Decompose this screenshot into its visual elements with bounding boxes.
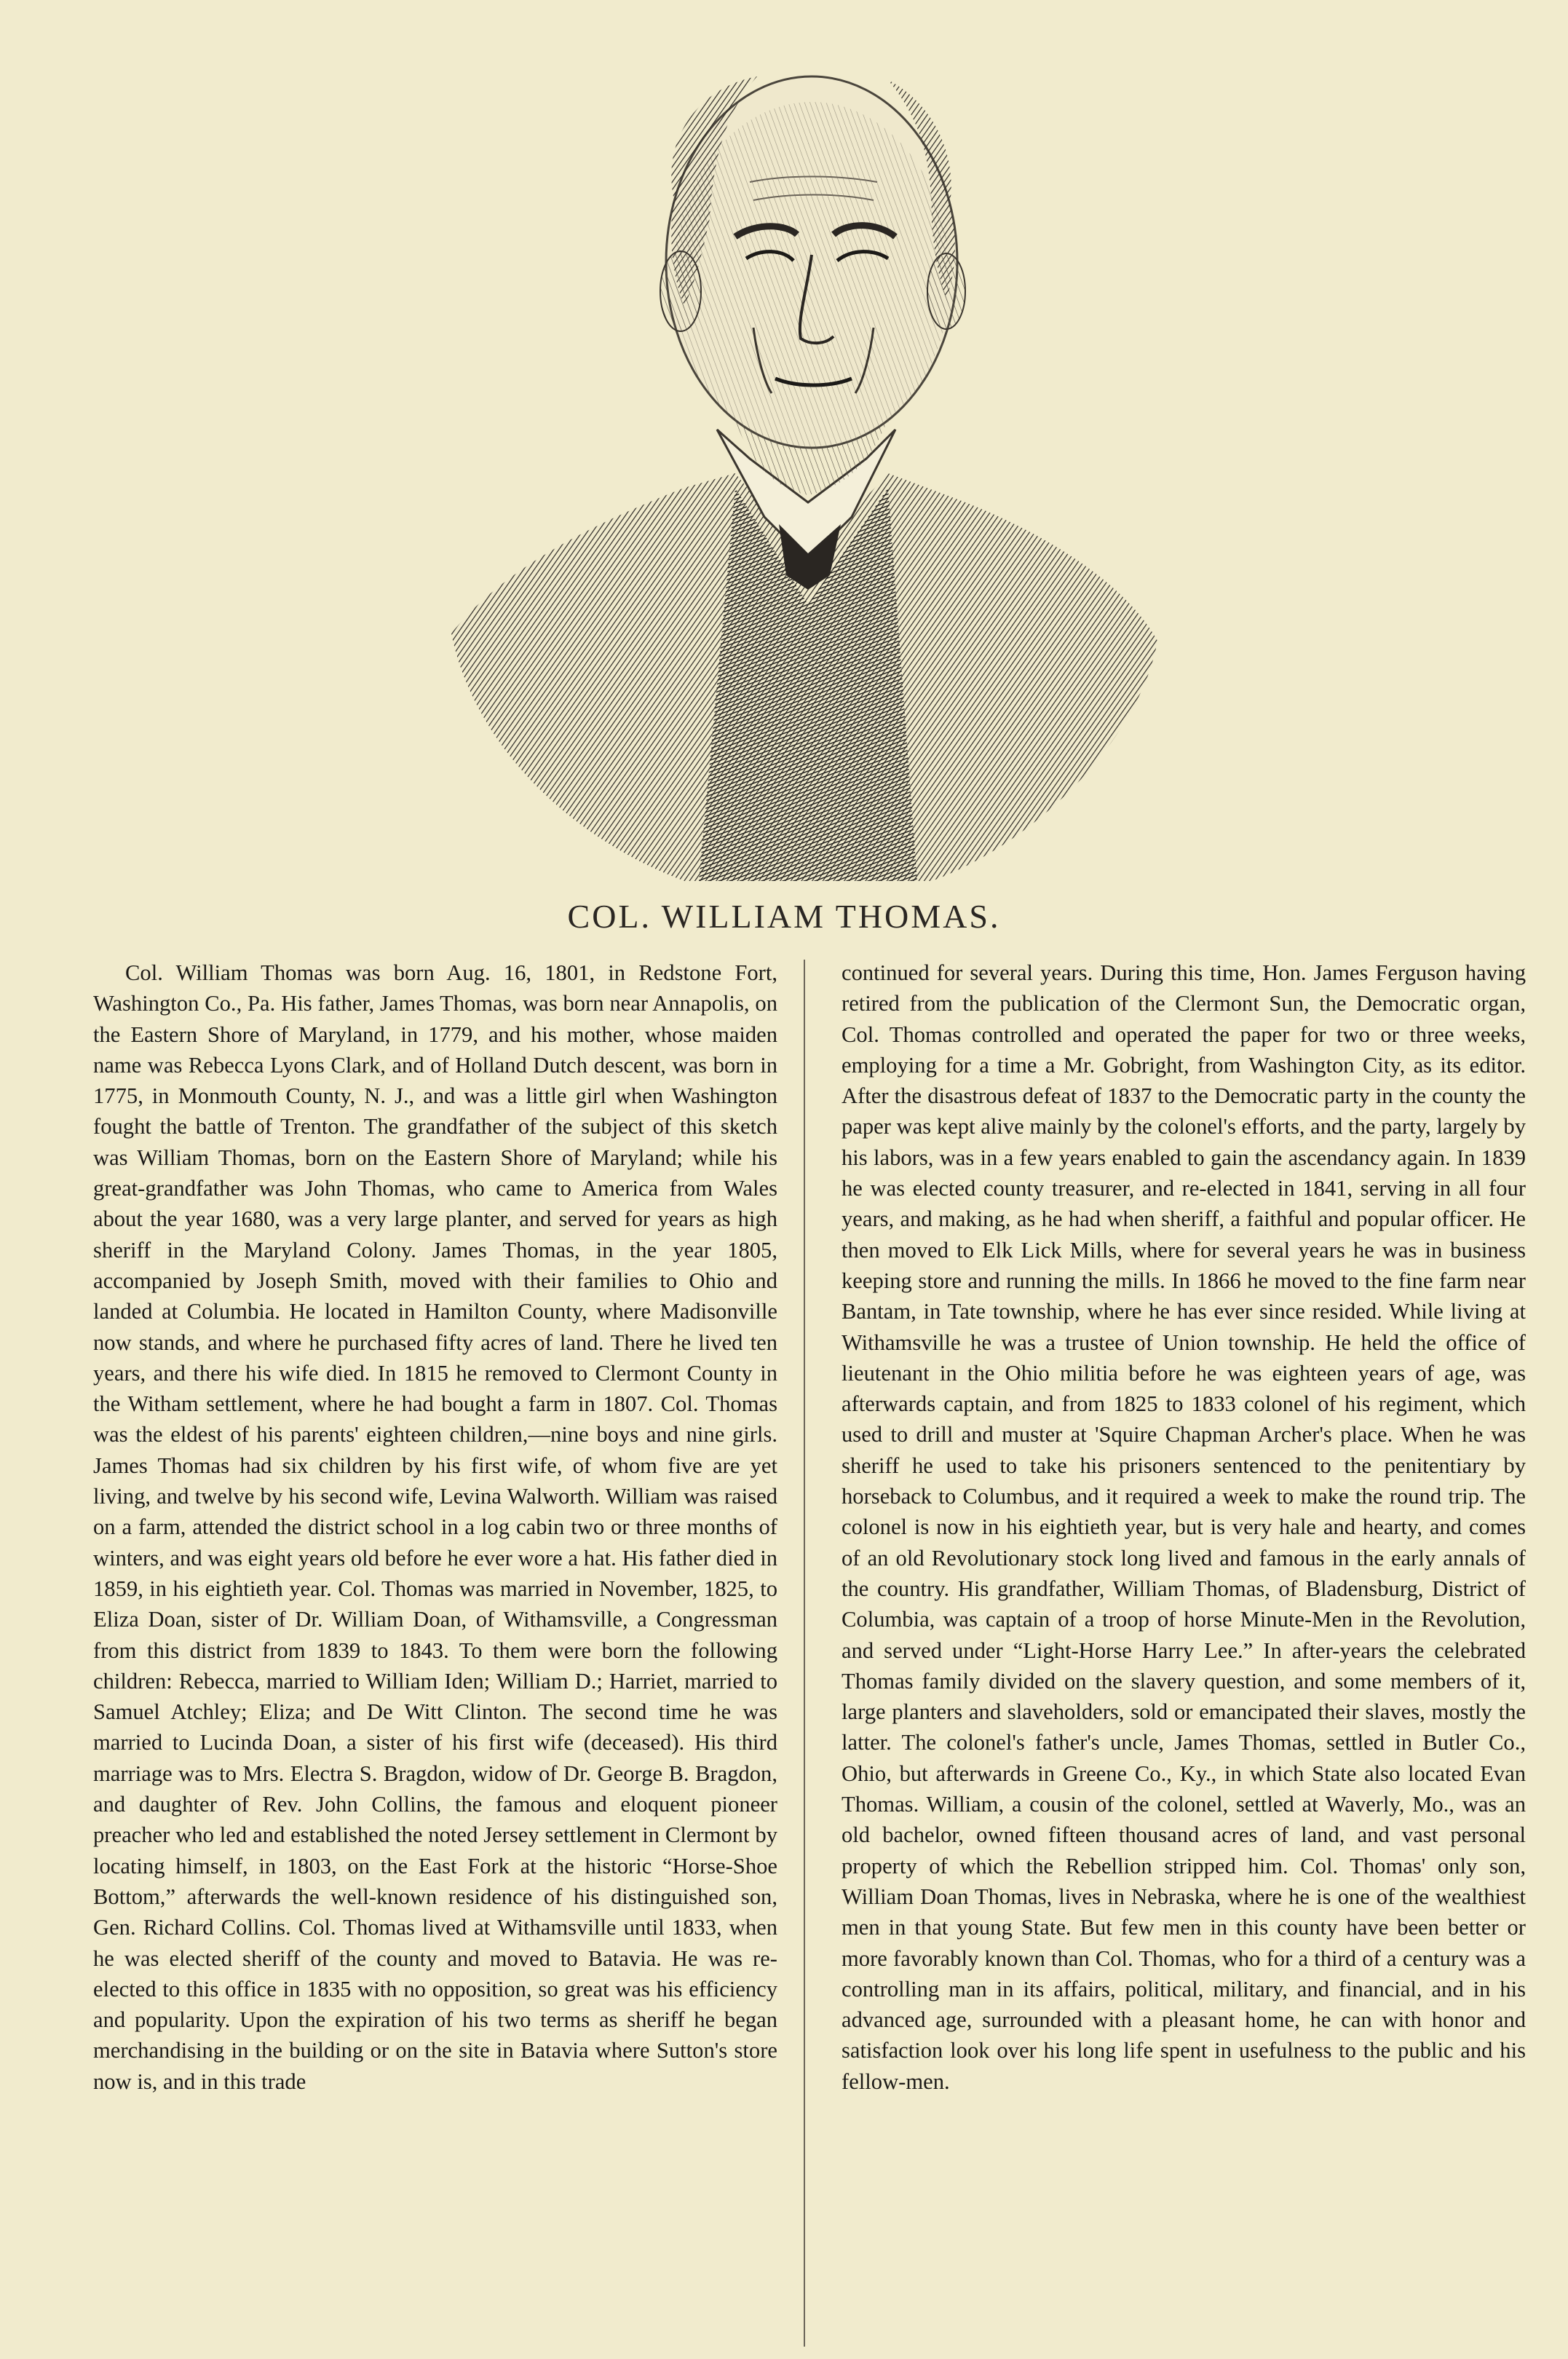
article-body xyxy=(93,957,1526,2348)
left-column xyxy=(93,957,777,2348)
portrait-engraving xyxy=(422,51,1194,888)
right-column xyxy=(842,957,1526,2348)
column-divider xyxy=(804,960,805,2347)
left-column-text: Col. William Thomas was born Aug. 16, 1801, in Redstone Fort, Washington Co., Pa. His father, James Thomas, was born near Annapolis, on the Eastern Shore of Maryland, in 1779, and his mother, whose maiden name was Rebecca Lyons Clark, and of Holland Dutch descent, was born in 1775, in Monmouth County, N. J., and was a little girl when Washington fought the battle of Trenton. The grandfather of the subject of this sketch was William Thomas, born on the Eastern Shore of Maryland; while his great-grandfather was John Thomas, who came to America from Wales about the year 1680, was a very large planter, and served for years as high sheriff in the Maryland Colony. James Thomas, in the year 1805, accompanied by Joseph Smith, moved with their families to Ohio and landed at Columbia. He located in Hamilton County, where Madisonville now stands, and where he purchased fifty acres of land. There he lived ten years, and there his wife died. In 1815 he removed to Clermont County in the Witham settlement, where he had bought a farm in 1807. Col. Thomas was the eldest of his parents' eighteen children,—nine boys and nine girls. James Thomas had six children by his first wife, of whom five are yet living, and twelve by his second wife, Levina Walworth. William was raised on a farm, attended the district school in a log cabin two or three months of winters, and was eight years old before he ever wore a hat. His father died in 1859, in his eightieth year. Col. Thomas was married in November, 1825, to Eliza Doan, sister of Dr. William Doan, of Withamsville, a Congressman from this district from 1839 to 1843. To them were born the following children: Rebecca, married to William Iden; William D.; Harriet, married to Samuel Atchley; Eliza; and De Witt Clinton. The second time he was married to Lucinda Doan, a sister of his first wife (deceased). His third marriage was to Mrs. Electra S. Bragdon, widow of Dr. George B. Bragdon, and daughter of Rev. John Collins, the famous and eloquent pioneer preacher who led and established the noted Jersey settlement in Clermont by locating himself, in 1803, on the East Fork at the historic “Horse-Shoe Bottom,” afterwards the well-known residence of his distinguished son, Gen. Richard Collins. Col. Thomas lived at Withamsville until 1833, when he was elected sheriff of the county and moved to Batavia. He was re-elected to this office in 1835 with no opposition, so great was his efficiency and popularity. Upon the expiration of his two terms as sheriff he began merchandising in the building or on the site in Batavia where Sutton's store now is, and in this trade xyxy=(93,960,777,2094)
right-column-text: continued for several years. During this time, Hon. James Ferguson having retired from the publication of the Clermont Sun, the Democratic organ, Col. Thomas controlled and operated the paper for two or three weeks, employing for a time a Mr. Gobright, from Washington City, as its editor. After the disastrous defeat of 1837 to the Democratic party in the county the paper was kept alive mainly by the colonel's efforts, and the party, largely by his labors, was in a few years enabled to gain the ascendancy again. In 1839 he was elected county treasurer, and re-elected in 1841, serving in all four years, and making, as he had when sheriff, a faithful and popular officer. He then moved to Elk Lick Mills, where for several years he was in business keeping store and running the mills. In 1866 he moved to the fine farm near Bantam, in Tate township, where he has ever since resided. While living at Withamsville he was a trustee of Union township. He held the office of lieutenant in the Ohio militia before he was eighteen years of age, was afterwards captain, and from 1825 to 1833 colonel of his regiment, which used to drill and muster at 'Squire Chapman Archer's place. When he was sheriff he used to take his prisoners sentenced to the penitentiary by horseback to Columbus, and it required a week to make the round trip. The colonel is now in his eightieth year, but is very hale and hearty, and comes of an old Revolutionary stock long lived and famous in the early annals of the country. His grandfather, William Thomas, of Bladensburg, District of Columbia, was captain of a troop of horse Minute-Men in the Revolution, and served under “Light-Horse Harry Lee.” In after-years the celebrated Thomas family divided on the slavery question, and some members of it, large planters and slaveholders, sold or emancipated their slaves, mostly the latter. The colonel's father's uncle, James Thomas, settled in Butler Co., Ohio, but afterwards in Greene Co., Ky., in which State also located Evan Thomas. William, a cousin of the colonel, settled at Waverly, Mo., was an old bachelor, owned fifteen thousand acres of land, and vast personal property of which the Rebellion stripped him. Col. Thomas' only son, William Doan Thomas, lives in Nebraska, where he is one of the wealthiest men in that young State. But few men in this county have been better or more favorably known than Col. Thomas, who for a third of a century was a controlling man in its affairs, political, military, and financial, and in his advanced age, surrounded with a pleasant home, he can with honor and satisfaction look over his long life spent in usefulness to the public and his fellow-men. xyxy=(842,960,1526,2094)
article-title: COL. WILLIAM THOMAS. xyxy=(567,898,1001,935)
